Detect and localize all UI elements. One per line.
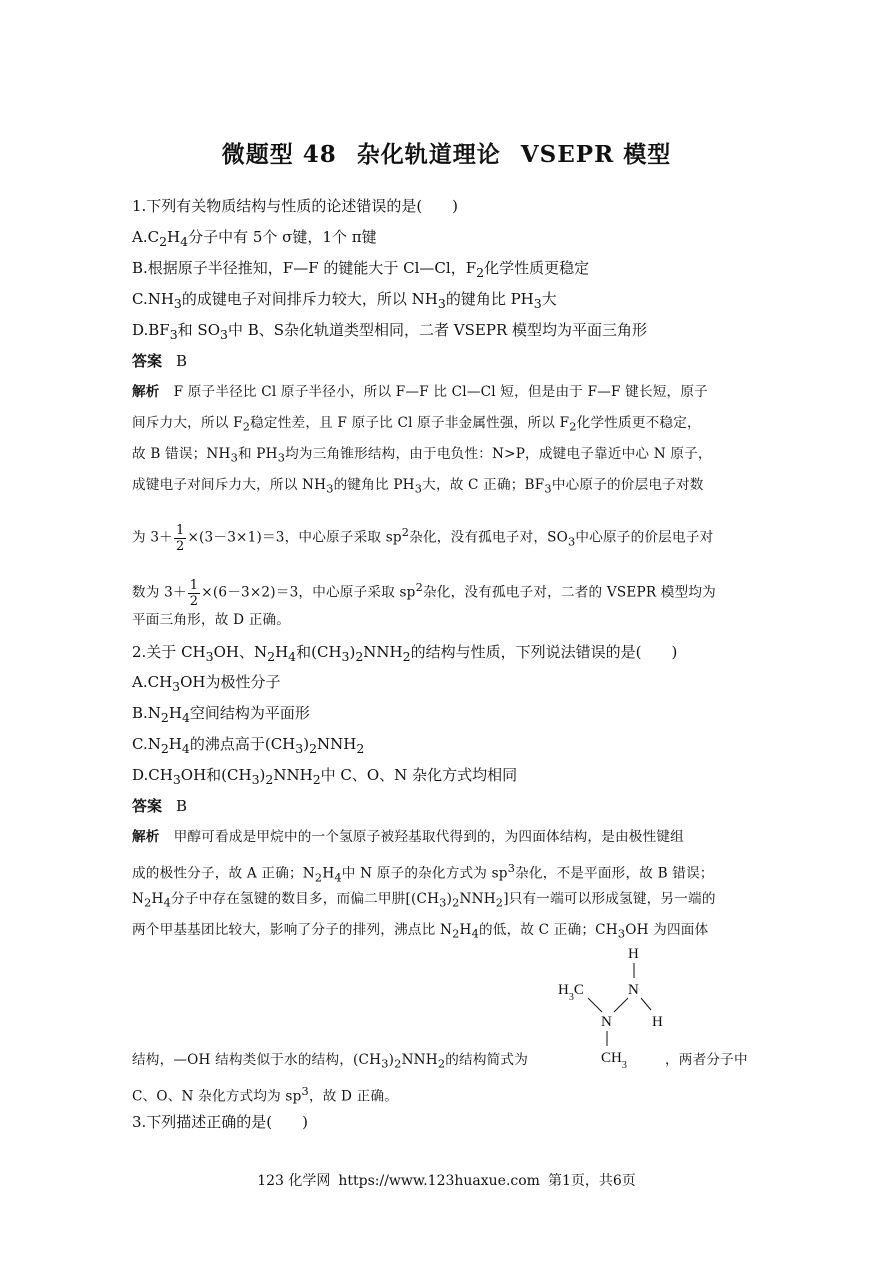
answer-label: 答案: [132, 797, 163, 815]
q1-option-d: $D.BF_3$和 $SO_3$中 B、S杂化轨道类型相同，二者 VSEPR 模型均为平面三角形: [132, 321, 648, 342]
q2-option-c: $C.N_2H_4$的沸点高于$(CH_3)_2NNH_2$: [132, 735, 365, 756]
q2-explanation-line-3: $N_2H_4$分子中存在氢键的数目多，而偏二甲肼$[(CH_3)_2NNH_2]$只有一端可以形成氢键，另一端的: [132, 891, 716, 910]
q2-explanation-line-5-tail: ，两者分子中: [665, 1052, 748, 1068]
bond-line: [614, 998, 628, 1012]
q1-answer: [132, 351, 187, 371]
struct-h-right: H: [652, 1014, 663, 1030]
q3-stem: 3.下列描述正确的是( ): [132, 1113, 309, 1131]
page-title: [0, 136, 893, 169]
q2-explanation-line-2: 成的极性分子，故 A 正确；$N_2H_4$中 N 原子的杂化方式为 $sp^3$杂化，不是平面形，故 B 错误；: [132, 861, 714, 885]
title-part-3: VSEPR 模型: [520, 141, 672, 168]
q1-option-c: $C.NH_3$的成键电子对间排斥力较大，所以 $NH_3$的键角比 $PH_3$大: [132, 290, 557, 311]
struct-ch3: $CH_3$: [601, 1050, 627, 1071]
q1-explanation-line-3: 故 B 错误；$NH_3$和 $PH_3$均为三角锥形结构，由于电负性：N>P，成键电子靠近中心 N 原子，: [132, 446, 712, 465]
footer-page-number: 第1页，共6页: [547, 1173, 636, 1189]
q1-explanation-line-7: 平面三角形，故 D 正确。: [132, 612, 291, 628]
struct-h3c: $H_3C$: [558, 982, 584, 1003]
q2-explanation-line-4: 两个甲基基团比较大，影响了分子的排列，沸点比 $N_2H_4$的低，故 C 正确；$CH_3OH$ 为四面体: [132, 922, 709, 941]
answer-value: B: [176, 352, 188, 370]
q2-option-d: $D.CH_3OH$和$(CH_3)_2NNH_2$中 C、O、N 杂化方式均相同: [132, 766, 518, 787]
footer-url[interactable]: https://www.123huaxue.com: [338, 1173, 540, 1189]
title-part-2: 杂化轨道理论: [356, 141, 501, 168]
q1-option-a: $A.C_2H_4$分子中有 5个 σ键，1个 π键: [132, 228, 377, 249]
q1-explanation-line-2: 间斥力大，所以 $F_2$稳定性差，且 F 原子比 Cl 原子非金属性强，所以 $F_2$化学性质更不稳定，: [132, 415, 701, 434]
q2-option-b: $B.N_2H_4$空间结构为平面形: [132, 704, 310, 725]
answer-value: B: [176, 797, 188, 815]
q2-explanation-line-6: C、O、N 杂化方式均为 $sp^3$，故 D 正确。: [132, 1084, 399, 1105]
explanation-label: 解析: [132, 384, 160, 400]
fraction: $\frac{1}{2}$: [175, 522, 185, 554]
q2-option-a: $A.CH_3OH$为极性分子: [132, 673, 281, 694]
q1-explanation-line-1: 解析 F 原子半径比 Cl 原子半径小，所以 F—F 比 Cl—Cl 短，但是由于 F—F 键长短，原子: [132, 384, 708, 400]
q1-explanation-line-5: 为 3＋ $\frac{1}{2}$ ×(3－3×1)＝3，中心原子采取 $sp^2$杂化，没有孤电子对，$SO_3$中心原子的价层电子对: [132, 522, 714, 554]
q1-explanation-line-6: 数为 3＋ $\frac{1}{2}$ ×(6－3×2)＝3，中心原子采取 $sp^2$杂化，没有孤电子对，二者的 VSEPR 模型均为: [132, 577, 716, 609]
fraction: $\frac{1}{2}$: [189, 577, 199, 609]
bond-line: [641, 998, 651, 1010]
bond-line: [588, 998, 602, 1012]
q1-explanation-line-4: 成键电子对间斥力大，所以 $NH_3$的键角比 $PH_3$大，故 C 正确；$BF_3$中心原子的价层电子对数: [132, 477, 704, 496]
struct-n-upper: N: [628, 982, 639, 998]
explanation-label: 解析: [132, 829, 160, 845]
struct-h-top: H: [628, 946, 639, 962]
title-part-1: 微题型 48: [221, 141, 337, 168]
q1-option-b: B.根据原子半径推知，F—F 的键能大于 Cl—Cl，$F_2$化学性质更稳定: [132, 259, 590, 280]
answer-label: 答案: [132, 352, 163, 370]
q2-answer: [132, 796, 187, 816]
page-footer: [0, 1170, 893, 1190]
footer-site: 123 化学网: [257, 1173, 331, 1189]
q2-stem: 2.关于 $CH_3OH$、$N_2H_4$和$(CH_3)_2NNH_2$的结构与性质，下列说法错误的是( ): [132, 643, 678, 664]
q1-stem: 1.下列有关物质结构与性质的论述错误的是( ): [132, 197, 459, 215]
q2-explanation-line-5: 结构，—OH 结构类似于水的结构，$(CH_3)_2NNH_2$的结构简式为: [132, 1052, 528, 1071]
q2-explanation-line-1: 解析 甲醇可看成是甲烷中的一个氢原子被羟基取代得到的，为四面体结构，是由极性键组: [132, 829, 684, 845]
struct-n-lower: N: [601, 1014, 612, 1030]
